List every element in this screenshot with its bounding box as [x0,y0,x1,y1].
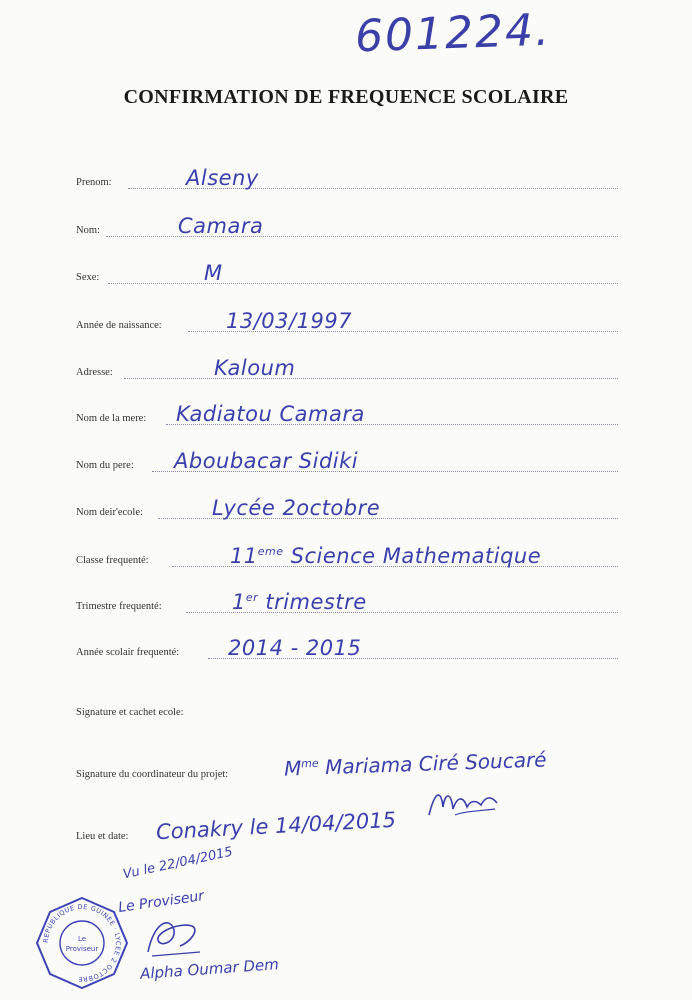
field-label: Classe frequenté: [76,555,149,566]
trimestre-number: 1 [232,590,246,614]
stamp-outer-text: REPUBLIQUE DE GUINEE · LYCEE 2 OCTOBRE [41,902,123,984]
field-annee-naissance [76,303,618,333]
coordinator-title: M [283,755,302,781]
field-value: M [204,261,223,285]
principal-signature [140,912,210,960]
field-label: Nom: [76,225,100,236]
field-value [232,590,367,614]
field-value [230,544,541,568]
principal-name: Alpha Oumar Dem [139,955,280,983]
field-line [108,283,618,284]
field-label: Nom deir'ecole: [76,507,143,518]
coordinator-signature [425,785,505,825]
field-label: Année scolair frequenté: [76,647,180,658]
field-label: Année de naissance: [76,320,162,331]
field-value: 2014 - 2015 [228,636,362,660]
field-label: Nom de la mere: [76,413,147,424]
class-number: 11 [230,544,258,568]
place-date-label: Lieu et date: [76,831,129,842]
place-date-value: Conakry le 14/04/2015 [155,807,397,845]
field-label: Trimestre frequenté: [76,601,162,612]
stamp-center-line2: Proviseur [65,945,99,953]
field-trimestre [76,584,618,614]
field-nom-mere [76,396,618,426]
field-value: 13/03/1997 [226,309,353,333]
coordinator-label: Signature du coordinateur du projet: [76,769,229,780]
signature-school-label: Signature et cachet ecole: [76,707,184,718]
field-value: Lycée 2octobre [212,496,381,520]
reference-number: 601224. [354,4,552,63]
field-sexe [76,255,618,285]
field-annee-scolaire [76,630,618,660]
trimestre-suffix: er [245,591,259,604]
coordinator-name: Mariama Ciré Soucaré [318,747,547,780]
field-nom-pere [76,443,618,473]
field-classe [76,538,618,568]
trimestre-word: trimestre [258,590,367,614]
field-label: Sexe: [76,272,100,283]
field-line [124,378,618,379]
field-nom-ecole [76,490,618,520]
field-value: Camara [178,214,264,238]
vu-note: Vu le 22/04/2015 [121,844,235,883]
field-value: Kaloum [214,356,296,380]
class-suffix: eme [257,545,284,558]
field-value: Kadiatou Camara [176,402,365,426]
document-title: CONFIRMATION DE FREQUENCE SCOLAIRE [123,86,569,108]
field-value: Alseny [186,166,259,190]
field-label: Adresse: [76,367,113,378]
field-nom [76,208,618,238]
field-prenom [76,160,618,190]
field-label: Nom du pere: [76,460,134,471]
field-adresse [76,350,618,380]
field-value: Aboubacar Sidiki [174,449,359,473]
le-proviseur-note: Le Proviseur [117,888,206,916]
stamp-center-line1: Le [77,935,87,943]
school-stamp [34,895,130,991]
coordinator-title-suffix: me [300,756,319,771]
field-label: Prenom: [76,177,112,188]
class-section: Science Mathematique [283,544,542,568]
coordinator-value [284,747,547,780]
